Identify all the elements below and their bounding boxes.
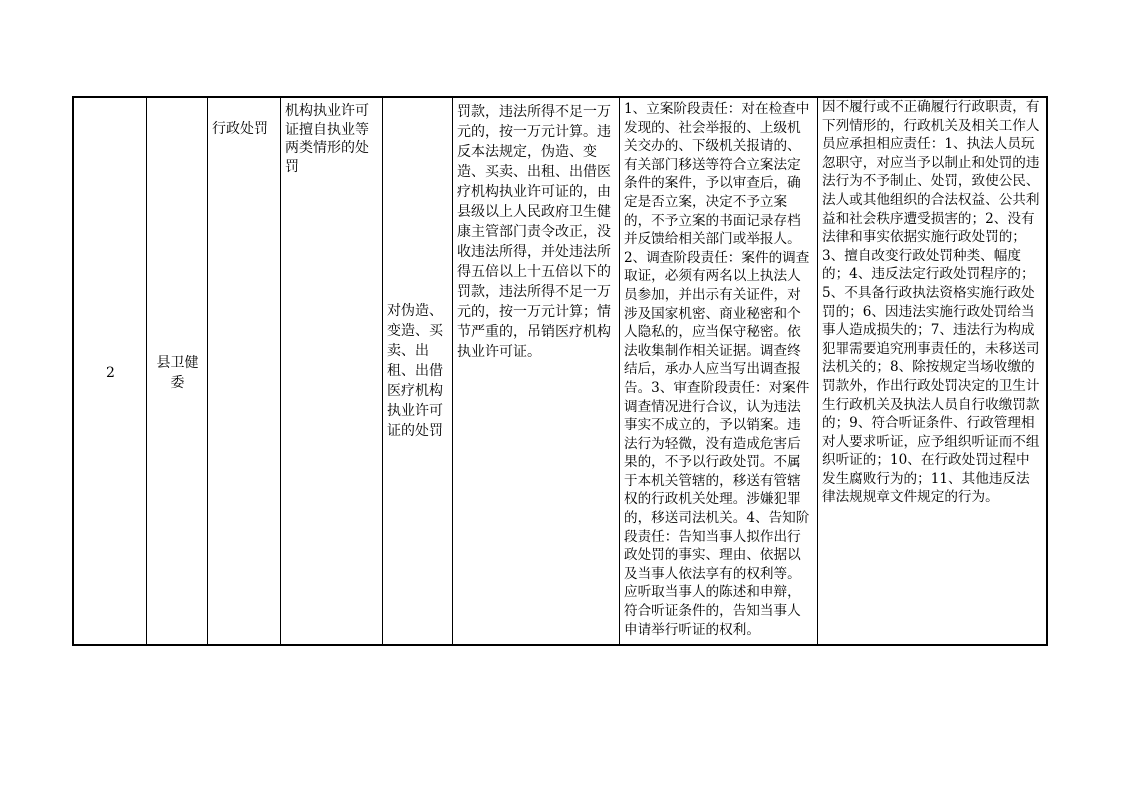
responsibility-cell (620, 97, 818, 645)
table-row (73, 97, 1047, 645)
power-list-table (72, 96, 1048, 646)
accountability-cell (818, 97, 1048, 645)
item-name: 机构执业许可证擅自执业等两类情形的处罚 (285, 103, 369, 175)
legal-basis: 罚款，违法所得不足一万元的，按一万元计算。违反本法规定，伪造、变造、买卖、出租、出借医疗机构执业许可证的，由县级以上人民政府卫生健康主管部门责令改正，没收违法所得，并处违法所得五倍以上十五倍以下的罚款，违法所得不足一万元的，按一万元计算；情节严重的，吊销医疗机构执业许可证。 (457, 104, 611, 360)
item-name-cell (281, 97, 383, 645)
category-cell (208, 97, 281, 645)
basis-cell (453, 97, 620, 645)
sub-item-name: 对伪造、变造、买卖、出租、出借医疗机构执业许可证的处罚 (387, 303, 443, 439)
sub-item-cell (383, 97, 453, 645)
row-number: 2 (106, 365, 115, 381)
department: 县卫健委 (156, 355, 199, 391)
department-cell (147, 97, 208, 645)
power-category: 行政处罚 (212, 121, 268, 137)
responsibility-text: 1、立案阶段责任：对在检查中发现的、社会举报的、上级机关交办的、下级机关报请的、有关部门移送等符合立案法定条件的案件，予以审查后，确定是否立案，决定不予立案的，不予立案的书面记录存档并反馈给相关部门或举报人。2、调查阶段责任：案件的调查取证，必须有两名以上执法人员参加，并出示有关证件，对涉及国家机密、商业秘密和个人隐私的，应当保守秘密。依法收集制作相关证据。调查终结后，承办人应当写出调查报告。3、审查阶段责任：对案件调查情况进行合议，认为违法事实不成立的，予以销案。违法行为轻微，没有造成危害后果的，不予以行政处罚。不属于本机关管辖的，移送有管辖权的行政机关处理。涉嫌犯罪的，移送司法机关。4、告知阶段责任：告知当事人拟作出行政处罚的事实、理由、依据以及当事人依法享有的权利等。应听取当事人的陈述和申辩，符合听证条件的，告知当事人申请举行听证的权利。 (624, 101, 810, 638)
accountability-text: 因不履行或不正确履行行政职责，有下列情形的，行政机关及相关工作人员应承担相应责任：1、执法人员玩忽职守，对应当予以制止和处罚的违法行为不予制止、处罚，致使公民、法人或其他组织的合法权益、公共利益和社会秩序遭受损害的；2、没有法律和事实依据实施行政处罚的；3、擅自改变行政处罚种类、幅度的；4、违反法定行政处罚程序的；5、不具备行政执法资格实施行政处罚的；6、因违法实施行政处罚给当事人造成损失的；7、违法行为构成犯罪需要追究刑事责任的，未移送司法机关的；8、除按规定当场收缴的罚款外，作出行政处罚决定的卫生计生行政机关及执法人员自行收缴罚款的；9、符合听证条件、行政管理相对人要求听证，应予组织听证而不组织听证的；10、在行政处罚过程中发生腐败行为的；11、其他违反法律法规规章文件规定的行为。 (822, 99, 1040, 506)
row-number-cell (73, 97, 147, 645)
